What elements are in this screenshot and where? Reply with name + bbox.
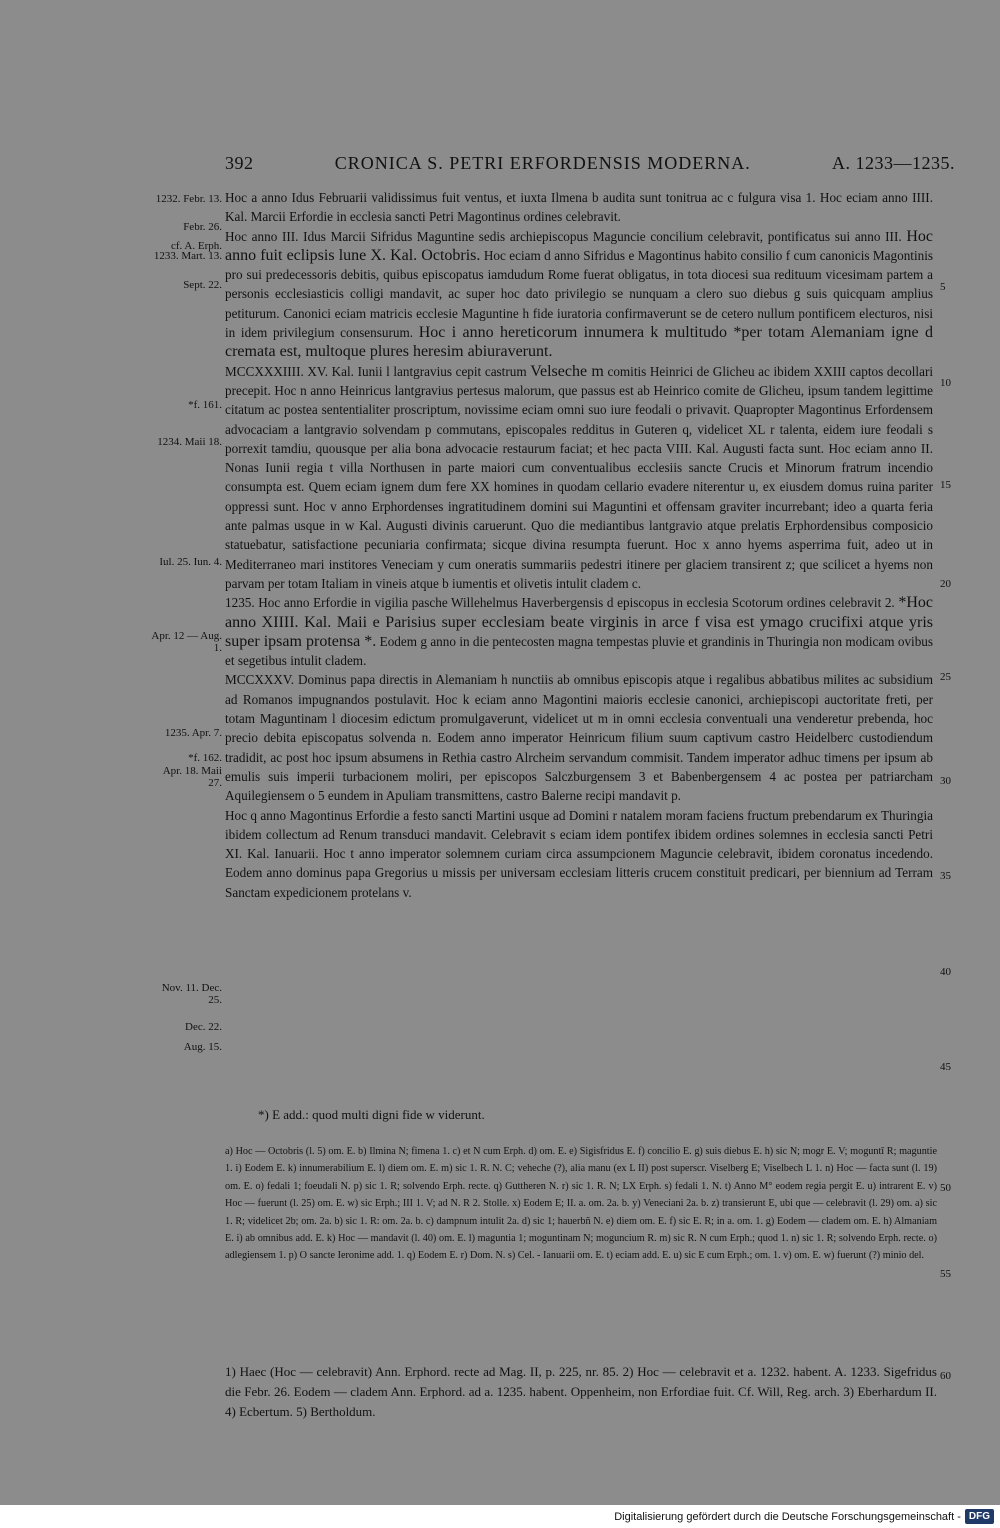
year-range: A. 1233—1235. <box>832 153 955 173</box>
line-number: 35 <box>940 870 951 882</box>
margin-date: 1233. Mart. 13. <box>153 250 222 262</box>
margin-date: Febr. 26. <box>183 221 222 233</box>
line-number: 10 <box>940 377 951 389</box>
margin-date: Apr. 18. Maii 27. <box>162 765 222 789</box>
apparatus-text: a) Hoc — Octobris (l. 5) om. E. b) Ilmina N; fimena 1. c) et N cum Erph. d) om. E. e) Sigisfridus E. f) concilio E. g) suis diebus E. h) sic N; mogr E. V; moguntī R; maguntie 1. i) Eodem E. k) innumerabilium E. l) diem om. E. m) sic 1. R. N. C; veheche (?), alia manu (ex L II) post superscr. Viselberg E; Viselbech L 1. n) Hoc — facta sunt (l. 19) om. E. o) fedali 1; foeudali N. p) sic 1. R; solvendo Erph. recte. q) Guttheren N. r) sic 1. R. N; LX Erph. s) fedali 1. N. t) Anno M° eodem regia pergit E. u) intrarent E. v) Hoc — fuerunt (l. 25) om. E. w) sic Erph.; III 1. V; ad N. R 2. Stolle. x) Eodem E; II. a. om. 2a. b. y) Veneciani 2a. b. z) transierunt E, ubi que — celebravit (l. 29) om. a) sic 1. R; videlicet 2b; om. 2a. b) sic 1. R: om. 2a. b. c) dampnum intulit 2a. d) sic 1; hauerbñ N. e) diem om. E. f) sic E. R; in a. om. 1. g) Eodem — cladem om. E. h) Almaniam E. i) ab omnibus add. E. k) Hoc — mandavit (l. 40) om. E. l) maguntia 1; moguntinam N; moguncium R. m) sic R. N cum Erph.; quod 1. n) sic 1. R; solvendo Erph. recte. o) adlegiensem 1. p) O sancte Ieronime add. 1. q) Eodem E. r) Dom. N. s) Cel. - Ianuarii om. E. t) eciam add. E. u) sic E cum Erph.; om. 1. v) om. E. w) fuerunt (?) minio del. <box>225 1146 937 1262</box>
historical-notes <box>225 1362 937 1422</box>
margin-date: cf. A. Erph. <box>170 240 222 252</box>
margin-date: 1235. Apr. 7. <box>164 727 222 739</box>
margin-date: *f. 161. <box>188 399 222 411</box>
line-number: 25 <box>940 671 951 683</box>
paragraph-1235: 1235. Hoc anno Erfordie in vigilia pasche Willehelmus Haverbergensis d episcopus in ecclesia Scotorum ordines celebravit 2. *Hoc anno XIIII. Kal. Maii e Parisius super ecclesiam beate virginis in arce f visa est ymago crucifixi atque yris super ipsam protensa *. Eodem g anno in die pentecosten magna tempestas pluvie et grandinis in Thuringia non modicam ovibus et segetibus intulit cladem. <box>225 594 934 669</box>
margin-date: Apr. 12 — Aug. 1. <box>151 630 222 654</box>
paragraph-1232: Hoc a anno Idus Februarii validissimus fuit ventus, et iuxta Ilmena b audita sunt tonitrua ac c fulgura visa 1. Hoc eciam anno IIII. Kal. Marcii Erfordie in ecclesia sancti Petri Magontinus ordines celebravit. <box>225 190 933 225</box>
footer-text: Digitalisierung gefördert durch die Deutsche Forschungsgemeinschaft - <box>614 1510 961 1523</box>
line-number: 55 <box>940 1268 951 1280</box>
margin-date: *f. 162. <box>188 752 222 764</box>
running-title: CRONICA S. PETRI ERFORDENSIS MODERNA. <box>334 153 751 173</box>
page-header <box>225 153 955 174</box>
critical-apparatus <box>225 1143 937 1265</box>
page-number: 392 <box>225 153 254 173</box>
line-number: 50 <box>940 1182 951 1194</box>
star-footnote: *) E add.: quod multi digni fide w viderunt. <box>258 1107 485 1122</box>
line-number: 20 <box>940 578 951 590</box>
margin-date: Dec. 22. <box>185 1021 222 1033</box>
line-number: 60 <box>940 1370 951 1382</box>
margin-date: Aug. 15. <box>183 1041 222 1053</box>
paragraph-1234: MCCXXXIIII. XV. Kal. Iunii l lantgravius cepit castrum Velseche m comitis Heinrici de Glicheu ac ibidem XXIII captos decollari precepit. Hoc n anno Heinricus lantgravius pertesus malorum, que passus est ab Heinrico comite de Glicheu, ipsum tandem legittime citatum ac postea sententialiter proscriptum, novissime eciam omni suo iure feodali o privavit. Quapropter Magontinus Erfordensem advocaciam a lantgravio solvendam p commutans, episcopales redditus in Guteren q, videlicet XL r talenta, eidem iure feodali s porrexit tamdiu, quousque per alia bona advocacie restaurum faciat; et hec pacta VIII. Kal. Augusti facta sunt. Hoc eciam anno II. Nonas Iunii regia t villa Northusen in parte maiori cum conventualibus ecclesiis sancte Crucis et Minorum fratrum incendio consumpta est. Quem eciam ignem dum fere XX homines in quodam cellario evadere niterentur u, ex eiusdem domus ruina pariter oppressi sunt. Hoc v anno Erphordenses ingratitudinem domini sui Maguntini et offensam graviter incurrebant; ideo a quarta feria ante palmas usque in w Kal. Augusti divinis caruerunt. Quo die mediantibus lantgravio atque prelatis Erphordensibus composicio statuebatur, satisfactione pecuniaria confirmata; sicque divina resumpta fuerunt. Hoc x anno hyems asperrima fuit, adeo ut in Mediterraneo mari institores Veneciam y cum oneratis summariis pedestri itinere per glaciem transirent z; que scilicet a hyems non parvam per totam Italiam in vineis atque b iumentis et olivetis intulit cladem c. <box>225 362 934 591</box>
paragraph-mccxxxv: MCCXXXV. Dominus papa directis in Alemaniam h nunctiis ab omnibus episcopis atque i regalibus abbatibus milites ac subsidium ad Romanos impugnandos postulavit. Hoc k eciam anno Magontini maioris ecclesie canonici, archiepiscopi auctoritate freti, per totam Maguntinam l diocesim edictum promulgaverunt, videlicet ut m in omni ecclesia conventuali una venderetur prebenda, hoc precio debita episcopatus solvenda n. Eodem anno imperator Heinricum filium suum captivum castro Heidelberc custodiendum tradidit, ac post hoc ipsum absumens in Rethia castro Alrcheim servandum commisit. Tandem imperator adhuc timens per ipsum ab emulis suis imperii turbacionem moliri, per episcopos Salczburgensem 3 et Babenbergensem 4 ac postea per patriarcham Aquilegiensem o 5 eundem in Apuliam transmittens, castro Balerne recipi mandavit p. <box>225 672 933 804</box>
paragraph-1233: Hoc anno III. Idus Marcii Sifridus Maguntine sedis archiepiscopus Maguncie concilium celebravit, pontificatus sui anno III. Hoc anno fuit eclipsis lune X. Kal. Octobris. Hoc eciam d anno Sifridus e Magontinus habito consilio f cum canonicis Magontinis pro sui predecessoris debitis, quibus episcopatus iamdudum Rome fuerat obligatus, in tota diocesi sua redituum vicesimam partem a personis ecclesiasticis colligi mandavit, ac super hoc dato privilegio se nunquam a clero suo diebus g suis quicquam amplius petiturum. Canonici eciam matricis ecclesie Maguntine h fide iuratoria confirmaverunt se de cetero nullum pontificem electuros, nisi in idem privilegium consensurum. Hoc i anno hereticorum innumera k multitudo *per totam Alemaniam igne d cremata est, multoque plures heresim abiuraverunt. <box>225 227 934 361</box>
line-number: 40 <box>940 966 951 978</box>
notes-text: 1) Haec (Hoc — celebravit) Ann. Erphord. recte ad Mag. II, p. 225, nr. 85. 2) Hoc — celebravit et a. 1232. habent. A. 1233. Sigefridus die Febr. 26. Eodem — cladem Ann. Erphord. ad a. 1235. habent. Oppenheim, non Erfordiae fuit. Cf. Will, Reg. arch. 3) Eberhardum II. 4) Ecbertum. 5) Bertholdum. <box>225 1364 937 1419</box>
margin-date: 1232. Febr. 13. <box>155 193 222 205</box>
line-number: 30 <box>940 775 951 787</box>
margin-date: 1234. Maii 18. <box>157 436 222 448</box>
line-number: 15 <box>940 479 951 491</box>
digitization-footer <box>0 1505 1000 1528</box>
main-text <box>225 188 933 902</box>
margin-date: Nov. 11. Dec. 25. <box>161 982 222 1006</box>
paragraph-nov-1235: Hoc q anno Magontinus Erfordie a festo sancti Martini usque ad Domini r natalem moram faciens fructum prebendarum ex Thuringia ibidem collectum ad Renum transduci mandavit. Celebravit s eciam idem pontifex ibidem ordines solemnes in ecclesia sancti Petri XI. Kal. Ianuarii. Hoc t anno imperator solemnem curiam circa assumpcionem Maguncie celebravit, ibidem coronatus incedendo. Eodem anno dominus papa Gregorius u missis per universam ecclesiam litteris crucem constituit predicari, per biennium ad Terram Sanctam expedicionem protelans v. <box>225 807 933 900</box>
line-number: 5 <box>940 281 946 293</box>
margin-date: Sept. 22. <box>183 279 222 291</box>
margin-date: Iul. 25. Iun. 4. <box>159 556 222 568</box>
line-number: 45 <box>940 1061 951 1073</box>
dfg-logo[interactable]: DFG <box>965 1509 994 1524</box>
